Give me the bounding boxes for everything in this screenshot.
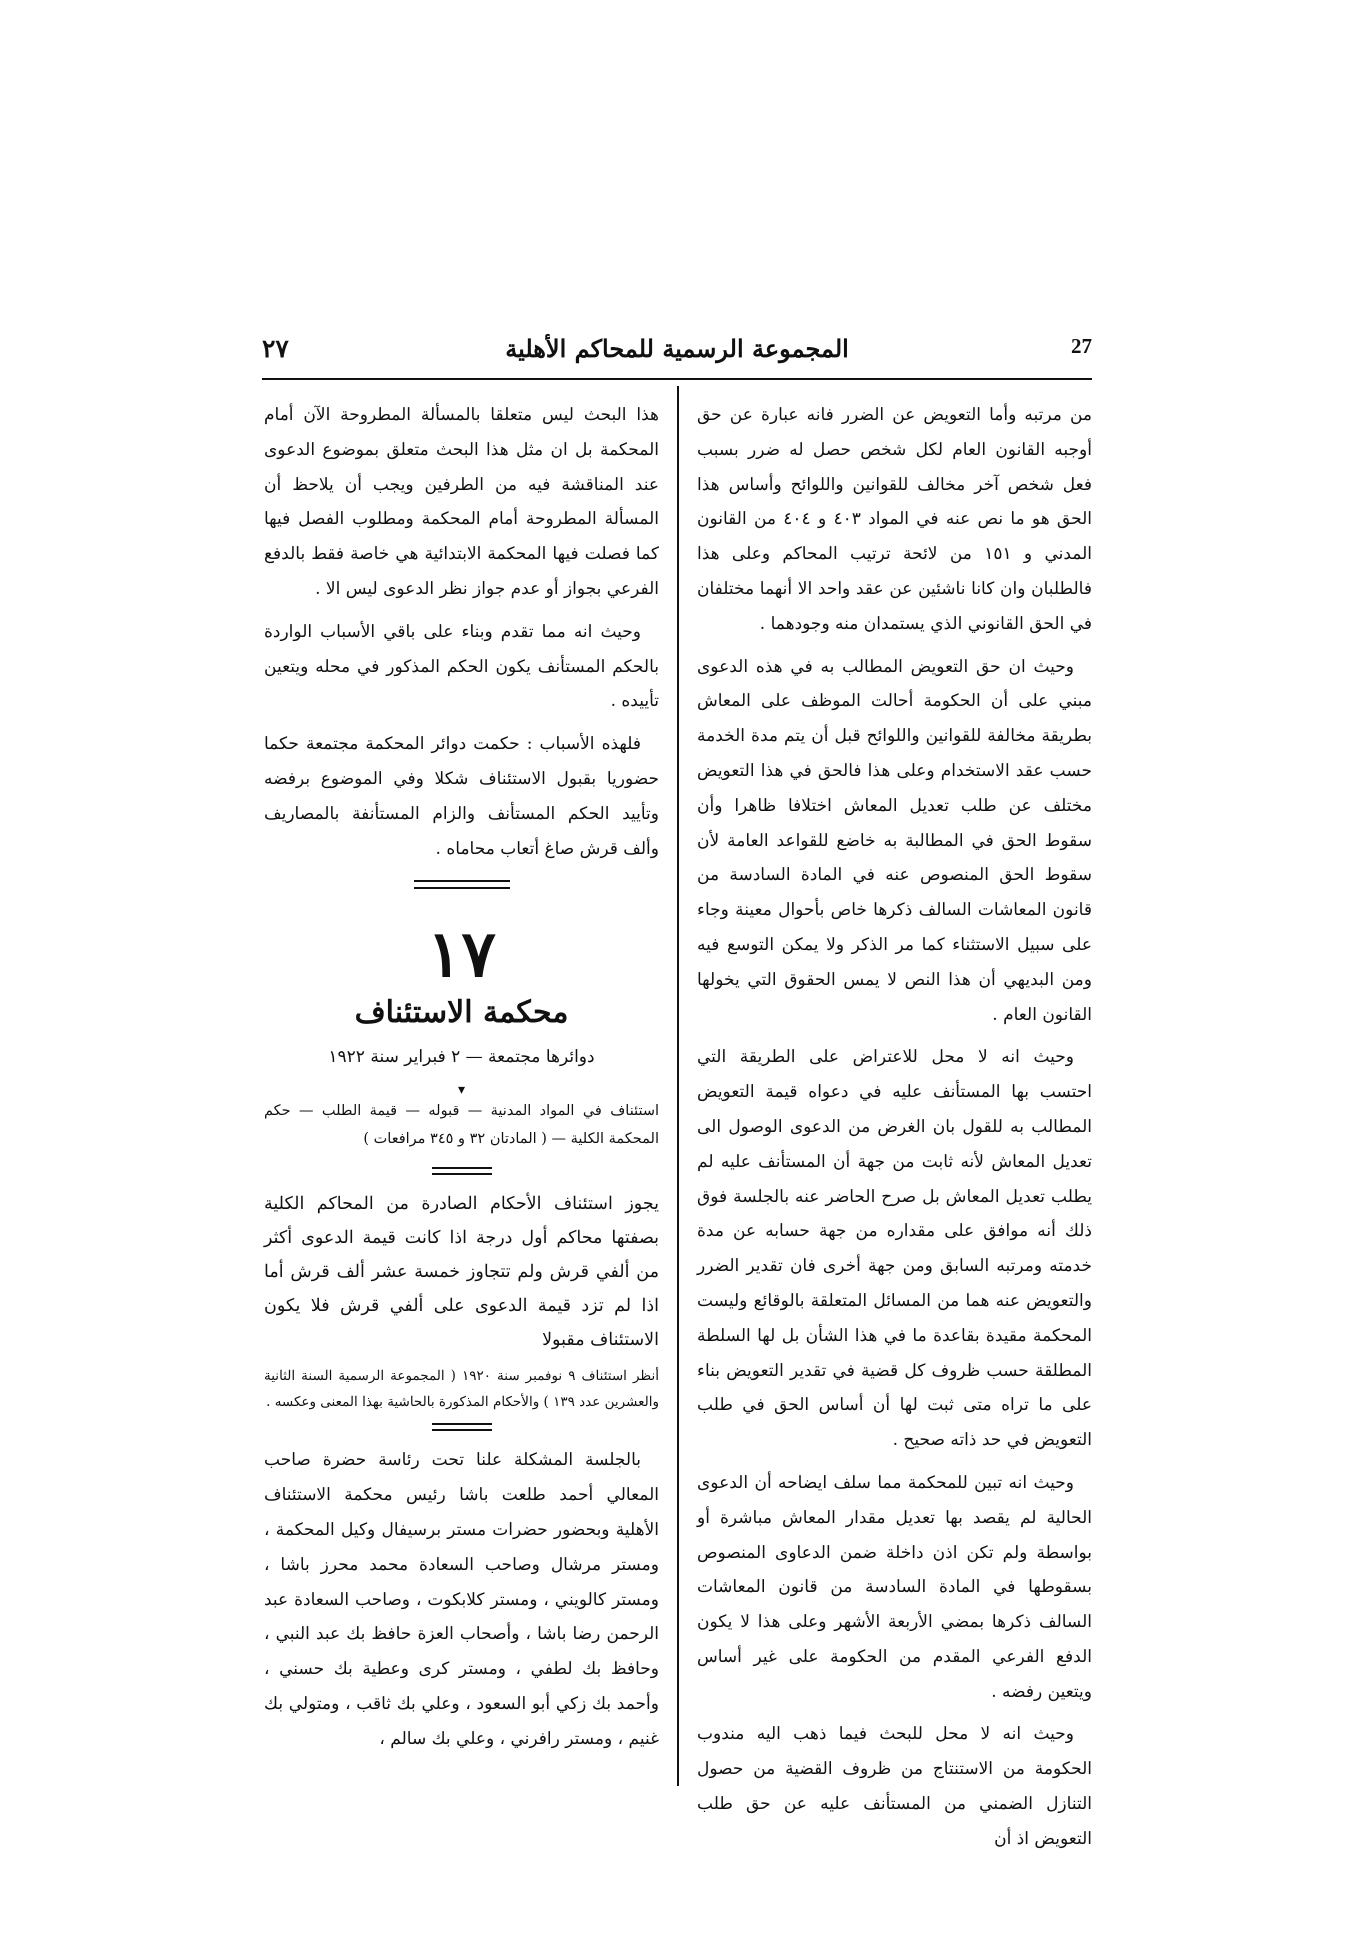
right-column <box>697 398 1092 1865</box>
reference-separator <box>432 1423 492 1431</box>
body-paragraph: وحيث انه مما تقدم وبناء على باقي الأسباب الواردة بالحكم المستأنف يكون الحكم المذكور في محله ويتعين تأييده . <box>264 621 659 712</box>
judgment-paragraph: فلهذه الأسباب : حكمت دوائر المحكمة مجتمعة حكما حضوريا بقبول الاستئناف شكلا وفي الموضوع برفضه وتأييد الحكم المستأنف والزام المستأنفة بالمصاريف وألف قرش صاغ أتعاب محاماه . <box>264 734 659 859</box>
body-paragraph: من مرتبه وأما التعويض عن الضرر فانه عبارة عن حق أوجبه القانون العام لكل شخص حصل له ضرر بسبب فعل شخص آخر مخالف للقوانين واللوائح وأساس هذا الحق هو ما نص عنه في المواد ٤٠٣ و ٤٠٤ من القانون المدني و ١٥١ من لائحة ترتيب المحاكم وعلى هذا فالطلبان وان كانا ناشئين عن عقد واحد الا أنهما مختلفان في الحق القانوني الذي يستمدان منه وجودهما . <box>697 405 1092 634</box>
body-paragraph: وحيث انه لا محل للبحث فيما ذهب اليه مندوب الحكومة من الاستنتاج من ظروف القضية من حصول التنازل الضمني من المستأنف عليه عن حق طلب التعويض اذ أن <box>697 1724 1092 1849</box>
page-number-latin: 27 <box>1071 334 1092 358</box>
page-number-arabic: ٢٧ <box>262 334 289 363</box>
case-number: ١٧ <box>427 917 496 993</box>
header-rule <box>262 378 1092 380</box>
keywords-separator <box>432 1167 492 1175</box>
page-header <box>262 334 1092 370</box>
case-keywords: استئناف في المواد المدنية — قبوله — قيمة الطلب — حكم المحكمة الكلية — ( المادتان ٣٢ و ٣٤٥ مرافعات ) <box>264 1103 659 1148</box>
session-date: دوائرها مجتمعة — ٢ فبراير سنة ١٩٢٢ <box>328 1047 595 1068</box>
case-reference: أنظر استئناف ٩ نوفمبر سنة ١٩٢٠ ( المجموعة الرسمية السنة الثانية والعشرين عدد ١٣٩ ) والأحكام المذكورة بالحاشية بهذا المعنى وعكسه . <box>264 1368 659 1411</box>
body-paragraph: وحيث انه لا محل للاعتراض على الطريقة التي احتسب بها المستأنف عليه في دعواه قيمة التعويض المطالب به للقول بان الغرض من الدعوى الوصول الى تعديل المعاش لأنه ثابت من جهة أن المستأنف عليه لم يطلب تعديل المعاش بل صرح الحاضر عنه بالجلسة فوق ذلك أنه موافق على مقداره من جهة حسابه عن مدة خدمته ومرتبه السابق ومن جهة أخرى فان تقدير الضرر والتعويض عنه هما من المسائل المتعلقة بالوقائع وليست المحكمة مقيدة بقاعدة ما في هذا الشأن بل لها السلطة المطلقة حسب ظروف كل قضية في تقدير التعويض بناء على ما تراه متى ثبت لها أن أساس الحق في طلب التعويض في حد ذاته صحيح . <box>697 1047 1092 1451</box>
body-paragraph: وحيث ان حق التعويض المطالب به في هذه الدعوى مبني على أن الحكومة أحالت الموظف على المعاش بطريقة مخالفة للقوانين واللوائح قبل أن يتم مدة الخدمة حسب عقد الاستخدام وعلى هذا فالحق في هذا التعويض مختلف عن طلب تعديل المعاش اختلافا ظاهرا وأن سقوط الحق في المطالبة به خاضع للقواعد العامة لأن سقوط الحق المنصوص عنه في المادة السادسة من قانون المعاشات السالف ذكرها خاص بأحوال معينة وجاء على سبيل الاستثناء كما مر الذكر ولا يمكن التوسع فيه ومن البديهي أن هذا النص لا يمس الحقوق التي يخولها القانون العام . <box>697 656 1092 1025</box>
section-separator <box>414 880 510 889</box>
running-title: المجموعة الرسمية للمحاكم الأهلية <box>505 334 849 363</box>
body-paragraph: هذا البحث ليس متعلقا بالمسألة المطروحة الآن أمام المحكمة بل ان مثل هذا البحث متعلق بموضوع الدعوى عند المناقشة فيه من الطرفين ويجب أن يلاحظ أن المسألة المطروحة أمام المحكمة ومطلوب الفصل فيها كما فصلت فيها المحكمة الابتدائية هي خاصة فقط بالدفع الفرعي بجواز أو عدم جواز نظر الدعوى ليس الا . <box>264 405 659 599</box>
tick-mark: ▾ <box>457 1082 466 1099</box>
left-column <box>264 398 659 1765</box>
court-name: محكمة الاستئناف <box>354 995 569 1031</box>
case-headnote: يجوز استئناف الأحكام الصادرة من المحاكم الكلية بصفتها محاكم أول درجة اذا كانت قيمة الدعوى أكثر من ألفي قرش ولم تتجاوز خمسة عشر ألف قرش أما اذا لم تزد قيمة الدعوى على ألفي قرش فلا يكون الاستئناف مقبولا <box>264 1194 659 1351</box>
body-paragraph: وحيث انه تبين للمحكمة مما سلف ايضاحه أن الدعوى الحالية لم يقصد بها تعديل مقدار المعاش مباشرة أو بواسطة ولم تكن اذن داخلة ضمن الدعاوى المنصوص بسقوطها في المادة السادسة من قانون المعاشات السالف ذكرها بمضي الأربعة الأشهر وعلى هذا لا يكون الدفع الفرعي المقدم من الحكومة على غير أساس ويتعين رفضه . <box>697 1472 1092 1702</box>
column-divider <box>677 386 679 1786</box>
session-paragraph: بالجلسة المشكلة علنا تحت رئاسة حضرة صاحب المعالي أحمد طلعت باشا رئيس محكمة الاستئناف الأهلية وبحضور حضرات مستر برسيفال وكيل المحكمة ، ومستر مرشال وصاحب السعادة محمد محرز باشا ، ومستر كالويني ، ومستر كلابكوت ، وصاحب السعادة عبد الرحمن رضا باشا ، وأصحاب العزة حافظ بك عبد النبي ، وحافظ بك لطفي ، ومستر كرى وعطية بك حسني ، وأحمد بك زكي أبو السعود ، وعلي بك ثاقب ، ومتولي بك غنيم ، ومستر رافرني ، وعلي بك سالم ، <box>264 1450 659 1749</box>
